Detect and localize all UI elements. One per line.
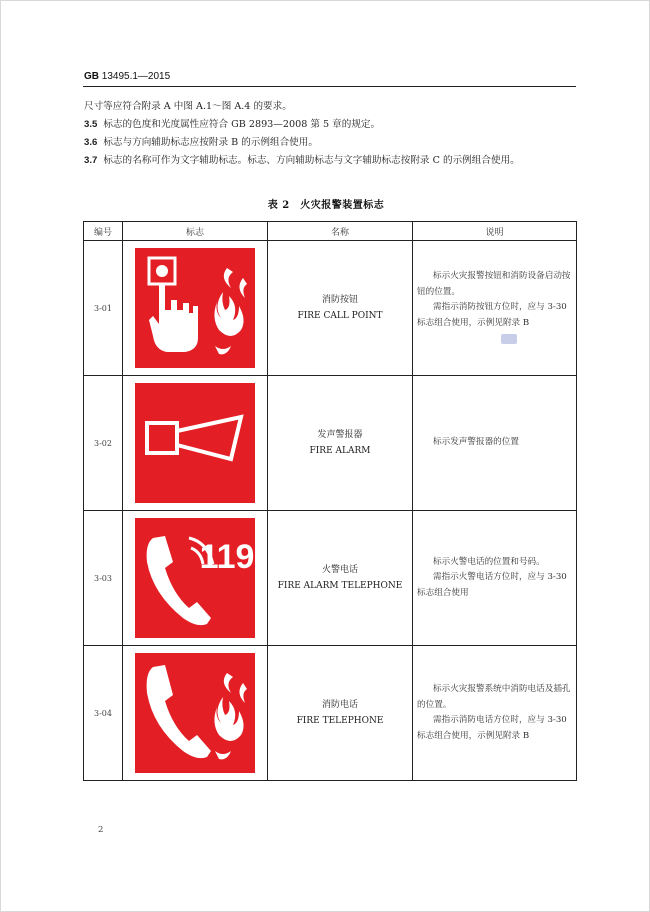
fire-telephone-icon — [135, 653, 255, 773]
sign-cell — [123, 646, 268, 781]
clause-number: 3.5 — [84, 119, 98, 130]
table-row — [84, 376, 577, 511]
header-desc: 说明 — [413, 222, 577, 241]
name-cn: 消防按钮 — [321, 295, 358, 305]
name-cell — [268, 241, 413, 376]
paragraph-continuation — [84, 99, 579, 114]
desc-line: 标示火警电话的位置和号码。 — [433, 556, 545, 567]
sign-cell — [123, 511, 268, 646]
row-code: 3-04 — [84, 646, 123, 781]
phone-number-text: 119 — [199, 538, 255, 576]
row-code: 3-01 — [84, 241, 123, 376]
desc-cell — [413, 241, 577, 376]
table-row — [84, 646, 577, 781]
page-header — [84, 71, 170, 82]
table-title: 表 2 火灾报警装置标志 — [267, 200, 385, 211]
stamp-icon — [501, 334, 517, 344]
clause-3-7 — [84, 153, 579, 168]
row-code: 3-03 — [84, 511, 123, 646]
name-en: FIRE ALARM TELEPHONE — [277, 581, 403, 591]
clause-number: 3.7 — [84, 155, 98, 166]
header-code: 编号 — [84, 222, 123, 241]
table-row — [84, 241, 577, 376]
sign-table — [83, 221, 577, 781]
desc-line: 标示发声警报器的位置 — [433, 437, 519, 448]
standard-number: 13495.1—2015 — [101, 71, 171, 82]
header-rule — [83, 86, 576, 87]
clause-text: 标志与方向辅助标志应按附录 B 的示例组合使用。 — [103, 137, 318, 148]
desc-line: 需指示消防电话方位时，应与 3-30 标志组合使用，示例见附录 B — [417, 715, 567, 741]
name-en: FIRE ALARM — [309, 446, 371, 456]
row-code: 3-02 — [84, 376, 123, 511]
table-row — [84, 511, 577, 646]
name-cell — [268, 511, 413, 646]
sign-cell — [123, 376, 268, 511]
table-header-row — [84, 222, 577, 241]
clause-3-5 — [84, 117, 579, 132]
desc-cell — [413, 376, 577, 511]
name-cn: 发声警报器 — [317, 430, 363, 440]
desc-cell — [413, 646, 577, 781]
desc-line: 需指示火警电话方位时，应与 3-30 标志组合使用 — [417, 572, 567, 598]
header-name: 名称 — [268, 222, 413, 241]
clause-text: 标志的名称可作为文字辅助标志。标志、方向辅助标志与文字辅助标志按附录 C 的示例组合使用。 — [103, 155, 520, 166]
clause-number: 3.6 — [84, 137, 98, 148]
fire-call-point-icon — [135, 248, 255, 368]
page-number: 2 — [98, 825, 104, 835]
name-cell — [268, 376, 413, 511]
name-cn: 火警电话 — [321, 565, 358, 575]
name-en: FIRE TELEPHONE — [296, 716, 384, 726]
standard-prefix: GB — [84, 71, 99, 82]
clause-3-6 — [84, 135, 579, 150]
desc-cell — [413, 511, 577, 646]
name-cell — [268, 646, 413, 781]
clause-text: 标志的色度和光度属性应符合 GB 2893—2008 第 5 章的规定。 — [103, 119, 381, 130]
fire-alarm-telephone-icon — [135, 518, 255, 638]
sign-cell — [123, 241, 268, 376]
fire-alarm-icon — [135, 383, 255, 503]
desc-line: 需指示消防按钮方位时，应与 3-30 标志组合使用，示例见附录 B — [417, 302, 567, 328]
name-cn: 消防电话 — [321, 700, 358, 710]
header-sign: 标志 — [123, 222, 268, 241]
desc-line: 标示火灾报警按钮和消防设备启动按钮的位置。 — [417, 271, 571, 297]
paragraph-text: 尺寸等应符合附录 A 中图 A.1～图 A.4 的要求。 — [84, 101, 292, 112]
desc-line: 标示火灾报警系统中消防电话及插孔的位置。 — [417, 684, 571, 710]
name-en: FIRE CALL POINT — [297, 311, 383, 321]
